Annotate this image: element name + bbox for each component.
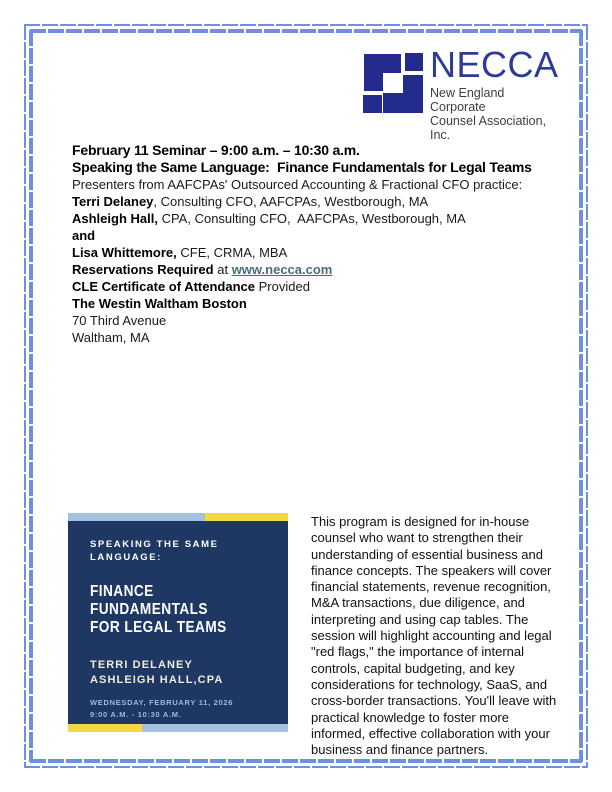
logo-square-white [383, 73, 401, 91]
logo-text [430, 46, 559, 142]
logo-square-right-bar [403, 75, 423, 113]
border-outer-top [24, 24, 588, 26]
reservations-line [72, 261, 564, 278]
venue-name-text: The Westin Waltham Boston [72, 296, 247, 311]
presenter-details-3: CFE, CRMA, MBA [176, 245, 288, 260]
venue-address-line1: 70 Third Avenue [72, 313, 167, 328]
conjunction-text: and [72, 228, 96, 243]
logo-tagline-line1: New England Corporate [430, 86, 505, 114]
logo-tagline-line2: Counsel Association, Inc. [430, 114, 547, 142]
venue-address-line2: Waltham, MA [72, 330, 150, 345]
presenter-name-1: Terri Delaney [72, 194, 154, 209]
flyer-top-strip-yellow [205, 513, 288, 521]
flyer-bottom-strip-yellow [68, 724, 142, 732]
reservations-label: Reservations Required [72, 262, 214, 277]
logo-wordmark: NECCA [430, 44, 559, 85]
presenter-name-3: Lisa Whittemore, [72, 245, 177, 260]
border-outer-right [586, 24, 588, 768]
border-outer-left [24, 24, 26, 768]
cle-label: CLE Certificate of Attendance [72, 279, 255, 294]
flyer-body [68, 521, 288, 724]
flyer-title-line3: FOR LEGAL TEAMS [90, 619, 227, 636]
flyer-top-strip [68, 513, 288, 521]
border-inner-right [579, 30, 583, 762]
program-description: This program is designed for in-house counsel who want to strengthen their understanding of essential business and finance concepts. The speakers will cover financial statements, revenue recognition, M&A transactions, due diligence, and interpreting and using cap tables. The session will highlight accounting and legal "red flags," the importance of internal controls, capital budgeting, and key considerations for technology, SaaS, and cross-border transactions. You'll leave with practical knowledge to foster more informed, effective collaboration with your business and finance partners. [311, 514, 557, 758]
border-outer-bottom [24, 766, 588, 768]
presenter-line-2 [72, 210, 564, 227]
logo-square-bottom-mid [383, 93, 403, 113]
venue-name [72, 295, 564, 312]
flyer-title-line1: FINANCE [90, 583, 154, 600]
flyer-title [90, 583, 255, 637]
event-title-heading: Speaking the Same Language: Finance Fundamentals for Legal Teams [72, 159, 532, 175]
flyer-speaker-line1: TERRI DELANEY [90, 659, 193, 671]
presenter-details-2: CPA, Consulting CFO, AAFCPAs, Westborough, MA [157, 211, 466, 226]
presenter-details-1: , Consulting CFO, AAFCPAs, Westborough, MA [153, 194, 429, 209]
logo-tagline [430, 86, 559, 142]
border-inner-bottom [30, 759, 582, 763]
flyer-kicker: SPEAKING THE SAME LANGUAGE: [90, 539, 219, 563]
flyer-bottom-strip-blue [142, 724, 288, 732]
flyer-title-line2: FUNDAMENTALS [90, 601, 208, 618]
flyer-image [68, 513, 288, 732]
logo-square-top-right [405, 53, 423, 71]
flyer-bottom-strip [68, 724, 288, 732]
flyer-detail-line2: 9:00 A.M. - 10:30 A.M. [90, 710, 182, 719]
border-inner-top [30, 29, 582, 33]
flyer-speakers [90, 658, 278, 688]
presenter-line-1 [72, 193, 564, 210]
flyer-detail-line1: WEDNESDAY, FEBRUARY 11, 2026 [90, 698, 234, 707]
flyer-top-strip-blue [68, 513, 205, 521]
presenters-intro: Presenters from AAFCPAs' Outsourced Accounting & Fractional CFO practice: [72, 177, 523, 192]
event-details [72, 142, 564, 346]
necca-logo-icon [358, 46, 424, 114]
flyer-speaker-line2: ASHLEIGH HALL,CPA [90, 674, 224, 686]
necca-logo [358, 44, 559, 142]
presenter-line-3 [72, 244, 564, 261]
presenter-conjunction [72, 227, 564, 244]
necca-website-link[interactable]: www.necca.com [231, 262, 333, 277]
border-inner-left [29, 30, 33, 762]
presenter-name-2: Ashleigh Hall, [72, 211, 158, 226]
reservations-at: at [213, 262, 232, 277]
cle-provided: Provided [255, 279, 310, 294]
event-date-heading: February 11 Seminar – 9:00 a.m. – 10:30 a.m. [72, 142, 360, 158]
logo-square-bottom-left [363, 95, 382, 113]
cle-line [72, 278, 564, 295]
